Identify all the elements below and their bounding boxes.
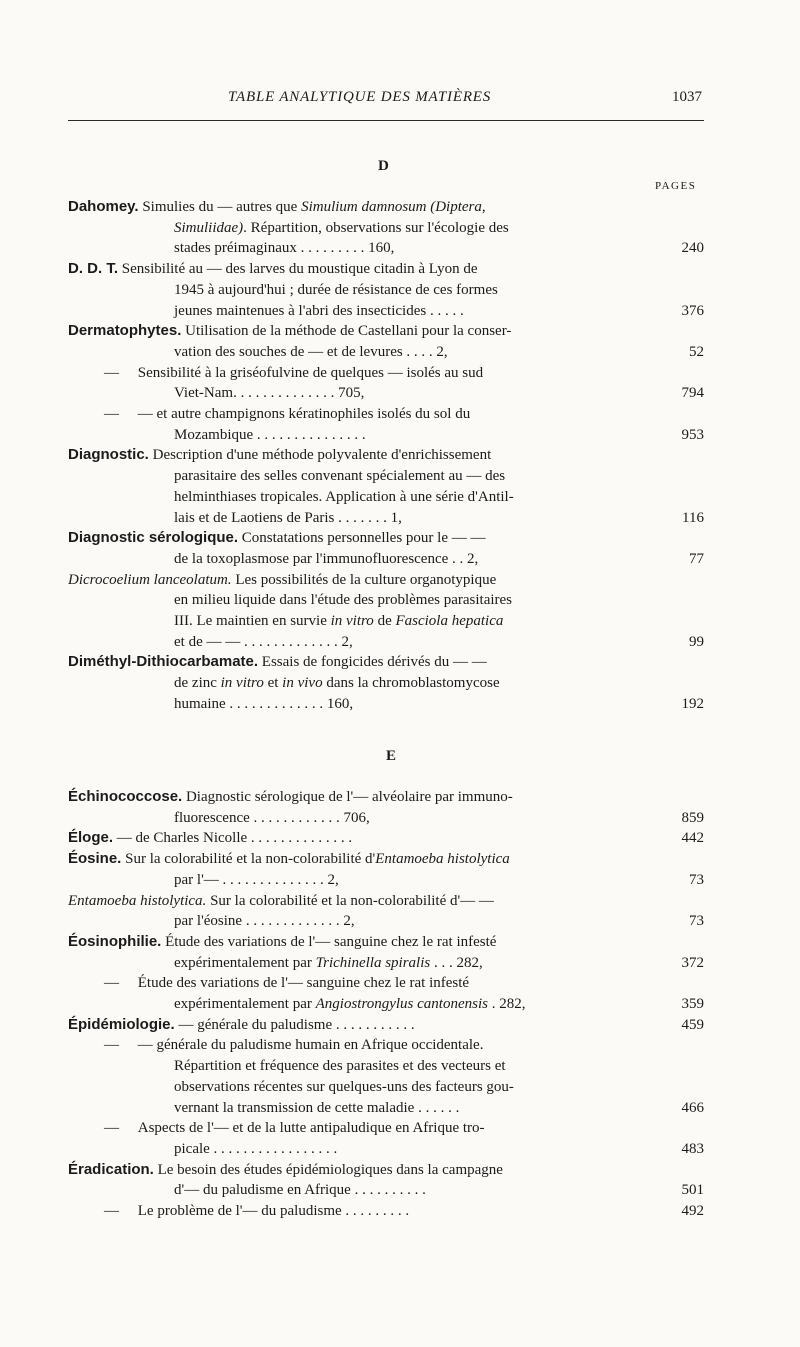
section-letter-e: E bbox=[386, 748, 397, 764]
index-entry: — Le problème de l'— du paludisme . . . . . . . . . 492 bbox=[104, 1203, 704, 1220]
index-entry: Éosine. Sur la colorabilité et la non-colorabilité d'Entamoeba histolytica par l'— . . . . . . . . . . . . . . 2, 73 bbox=[68, 850, 704, 888]
index-entry: Dahomey. Simulies du — autres que Simulium damnosum (Diptera, Simuliidae). Répartition, observations sur l'écologie des stades préimaginaux . . . . . . . . . 160, 240 bbox=[68, 198, 704, 257]
index-entry: Diagnostic sérologique. Constatations personnelles pour le — — de la toxoplasmose par l'immunofluorescence . . 2, 77 bbox=[68, 529, 704, 567]
index-entry: Entamoeba histolytica. Sur la colorabilité et la non-colorabilité d'— — par l'éosine . . . . . . . . . . . . . 2, 73 bbox=[68, 892, 704, 930]
index-entry: Diméthyl-Dithiocarbamate. Essais de fongicides dérivés du — — de zinc in vitro et in vivo dans la chromoblastomycose humaine . . . . . . . . . . . . . 160, 192 bbox=[68, 653, 704, 712]
header-rule bbox=[68, 120, 704, 121]
index-entry: Échinococcose. Diagnostic sérologique de l'— alvéolaire par immuno- fluorescence . . . . . . . . . . . . 706, 859 bbox=[68, 788, 704, 826]
index-entries-d bbox=[68, 197, 704, 715]
index-entry: Dicrocoelium lanceolatum. Les possibilités de la culture organotypique en milieu liquide dans l'étude des problèmes parasitaires III. Le maintien en survie in vitro de Fasciola hepatica et de — — . . . . . . . . . . . . . 2, 99 bbox=[68, 571, 704, 650]
index-entry: — — générale du paludisme humain en Afrique occidentale. Répartition et fréquence des parasites et des vecteurs et observations récentes sur quelques-uns des facteurs gou- vernant la transmission de cette maladie . . . . . . 466 bbox=[104, 1037, 704, 1116]
index-entry: — Aspects de l'— et de la lutte antipaludique en Afrique tro- picale . . . . . . . . . . . . . . . . . 483 bbox=[104, 1120, 704, 1157]
index-entry: Diagnostic. Description d'une méthode polyvalente d'enrichissement parasitaire des selles convenant spécialement au — des helminthiases tropicales. Application à une série d'Antil- lais et de Laotiens de Paris . . . . . . . 1, 116 bbox=[68, 446, 704, 526]
index-entry: Éradication. Le besoin des études épidémiologiques dans la campagne d'— du paludisme en Afrique . . . . . . . . . . 501 bbox=[68, 1160, 704, 1199]
index-entry: Dermatophytes. Utilisation de la méthode de Castellani pour la conser- vation des souches de — et de levures . . . . 2, 52 bbox=[68, 322, 704, 360]
index-entry: Éloge. — de Charles Nicolle . . . . . . . . . . . . . . 442 bbox=[68, 829, 704, 847]
pages-column-label: PAGES bbox=[655, 180, 697, 192]
index-entry: — Étude des variations de l'— sanguine chez le rat infesté expérimentalement par Angiostrongylus cantonensis . 282, 359 bbox=[104, 975, 704, 1013]
page-number: 1037 bbox=[672, 89, 702, 105]
index-entry: Épidémiologie. — générale du paludisme . . . . . . . . . . . 459 bbox=[68, 1015, 704, 1033]
index-entry: — — et autre champignons kératinophiles isolés du sol du Mozambique . . . . . . . . . . . . . . . 953 bbox=[104, 406, 704, 443]
index-entry: Éosinophilie. Étude des variations de l'— sanguine chez le rat infesté expérimentalement par Trichinella spiralis . . . 282, 372 bbox=[68, 932, 704, 971]
index-entry: D. D. T. Sensibilité au — des larves du moustique citadin à Lyon de 1945 à aujourd'hui ; durée de résistance de ces formes jeunes maintenues à l'abri des insecticides . . . . . 376 bbox=[68, 260, 704, 319]
section-letter-d: D bbox=[378, 158, 389, 174]
running-header-title: TABLE ANALYTIQUE DES MATIÈRES bbox=[228, 89, 492, 105]
index-entries-e bbox=[68, 787, 704, 1222]
index-entry: — Sensibilité à la griséofulvine de quelques — isolés au sud Viet-Nam. . . . . . . . . . . . . . 705, 794 bbox=[104, 364, 704, 402]
